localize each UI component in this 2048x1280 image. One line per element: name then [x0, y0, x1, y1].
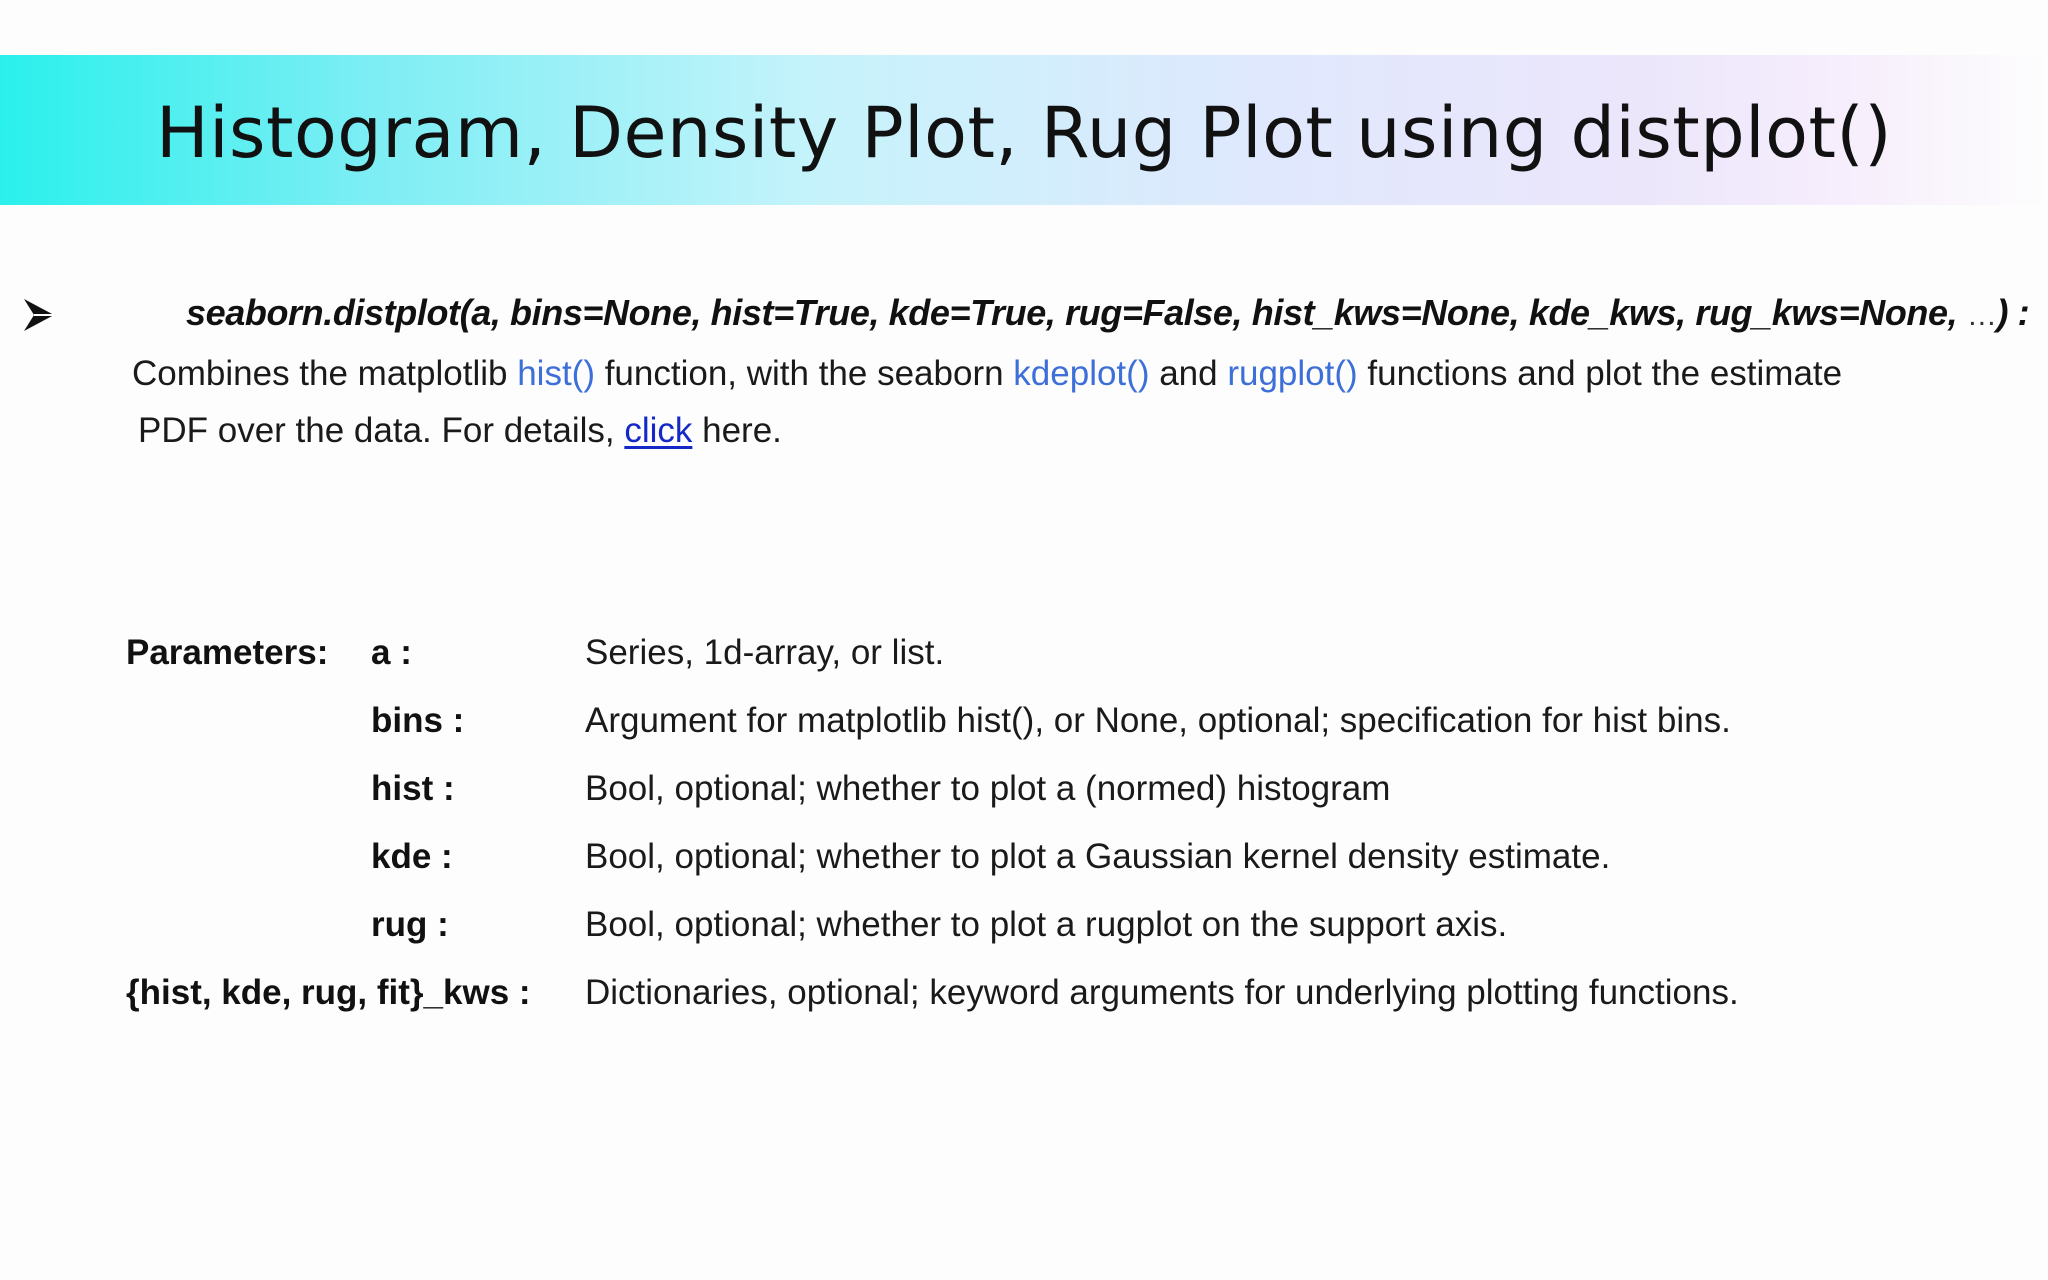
description-line-2 — [138, 411, 782, 451]
desc-text: Combines the matplotlib — [132, 354, 518, 393]
function-signature — [186, 292, 2029, 334]
param-description: Bool, optional; whether to plot a Gaussian kernel density estimate. — [585, 837, 1611, 876]
param-name: kde : — [371, 837, 453, 876]
rugplot-function-ref: rugplot() — [1227, 354, 1358, 393]
title-banner — [0, 55, 2048, 205]
desc-text: function, with the seaborn — [594, 354, 1014, 393]
kdeplot-function-ref: kdeplot() — [1013, 354, 1150, 393]
parameters-heading: Parameters: — [126, 633, 329, 672]
desc-text: PDF over the data. For details, — [138, 411, 625, 450]
param-name: hist : — [371, 769, 455, 808]
param-description: Bool, optional; whether to plot a (normed) histogram — [585, 769, 1391, 808]
slide-title: Histogram, Density Plot, Rug Plot using distplot() — [155, 92, 1893, 174]
param-name: rug : — [371, 905, 449, 944]
param-description: Argument for matplotlib hist(), or None, optional; specification for hist bins. — [585, 701, 1731, 740]
param-name: {hist, kde, rug, fit}_kws : — [126, 973, 531, 1012]
details-link[interactable]: click — [624, 411, 693, 450]
description-line-1 — [132, 354, 1842, 394]
signature-text: seaborn.distplot(a, bins=None, hist=True, kde=True, rug=False, hist_kws=None, kde_kws, rug_kws=None, — [186, 292, 1967, 333]
desc-text: functions and plot the estimate — [1357, 354, 1843, 393]
param-description: Dictionaries, optional; keyword arguments for underlying plotting functions. — [585, 973, 1739, 1012]
param-description: Series, 1d-array, or list. — [585, 633, 945, 672]
hist-function-ref: hist() — [517, 354, 595, 393]
signature-close: ) : — [1996, 292, 2030, 333]
param-description: Bool, optional; whether to plot a rugplot on the support axis. — [585, 905, 1508, 944]
desc-text: and — [1149, 354, 1228, 393]
signature-ellipsis: … — [1966, 299, 1997, 332]
param-name: bins : — [371, 701, 465, 740]
arrow-bullet-icon — [22, 295, 56, 335]
param-name: a : — [371, 633, 412, 672]
desc-text: here. — [692, 411, 782, 450]
